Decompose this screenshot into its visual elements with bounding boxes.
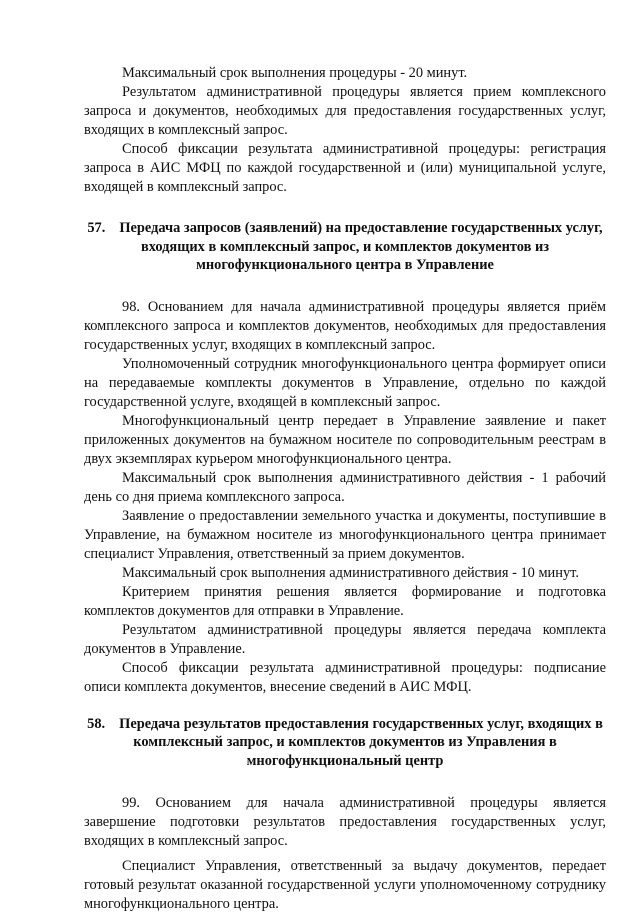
section-57-paragraph: Максимальный срок выполнения административного действия - 1 рабочий день со дня приема комплексного запроса.	[84, 469, 606, 505]
section-58-heading	[84, 715, 606, 771]
section-57-paragraph: Результатом административной процедуры является передача комплекта документов в Управление.	[84, 621, 606, 657]
section-57-paragraph: Заявление о предоставлении земельного участка и документы, поступившие в Управление, на бумажном носителе из многофункционального центра принимает специалист Управления, ответственный за прием документов.	[84, 507, 606, 562]
section-58-number: 58.	[87, 715, 106, 732]
section-57-paragraph: Многофункциональный центр передает в Управление заявление и пакет приложенных документов на бумажном носителе по сопроводительным реестрам в двух экземплярах курьером многофункционального центра.	[84, 412, 606, 467]
section-57-title: Передача запросов (заявлений) на предоставление государственных услуг, входящих в комплексный запрос, и комплектов документов из многофункционального центра в Управление	[119, 220, 603, 273]
section-57-paragraph: Критерием принятия решения является формирование и подготовка комплектов документов для отправки в Управление.	[84, 583, 606, 619]
section-58-paragraph: 99. Основанием для начала административной процедуры является завершение подготовки результатов предоставления государственных услуг, входящих в комплексный запрос.	[84, 795, 606, 849]
section-58-paragraph: Специалист Управления, ответственный за выдачу документов, передает готовый результат оказанной государственной услуги уполномоченному сотруднику многофункционального центра.	[84, 858, 606, 912]
intro-paragraph: Максимальный срок выполнения процедуры - 20 минут.	[122, 65, 468, 81]
section-58-title: Передача результатов предоставления государственных услуг, входящих в комплексный запрос, и комплектов документов из Управления в многофункциональный центр	[119, 715, 603, 769]
section-57-paragraph: Уполномоченный сотрудник многофункционального центра формирует описи на передаваемые комплекты документов в Управление, отдельно по каждой государственной услуге, входящей в комплексный запрос.	[84, 355, 606, 410]
section-57-paragraph: 98. Основанием для начала административной процедуры является приём комплексного запроса и комплектов документов, необходимых для предоставления государственных услуг, входящих в комплексный запрос.	[84, 298, 606, 353]
section-57-heading	[84, 219, 606, 275]
section-57-number: 57.	[87, 220, 106, 236]
section-57-paragraph: Способ фиксации результата административной процедуры: подписание описи комплекта документов, внесение сведений в АИС МФЦ.	[84, 659, 606, 695]
intro-paragraph: Результатом административной процедуры является прием комплексного запроса и документов, необходимых для предоставления государственных услуг, входящих в комплексный запрос.	[84, 84, 606, 138]
section-57-paragraph: Максимальный срок выполнения административного действия - 10 минут.	[122, 564, 579, 581]
page-content	[84, 64, 606, 914]
intro-paragraph: Способ фиксации результата административной процедуры: регистрация запроса в АИС МФЦ по каждой государственной и (или) муниципальной услуге, входящей в комплексный запрос.	[84, 141, 606, 195]
